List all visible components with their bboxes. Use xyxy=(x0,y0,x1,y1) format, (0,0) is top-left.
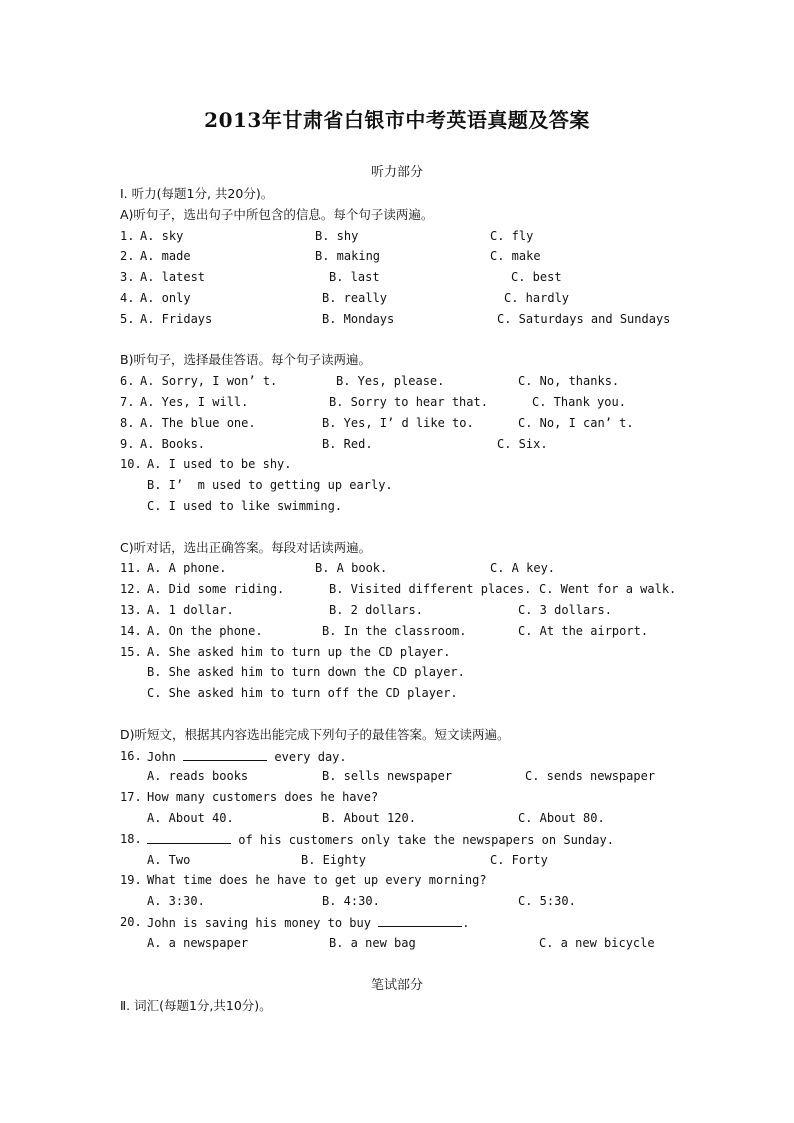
q16-option-b: B. sells newspaper xyxy=(322,769,453,783)
q18-option-b: B. Eighty xyxy=(301,853,367,867)
q8-option-b: B. Yes, I’ d like to. xyxy=(322,416,474,430)
sectionC-instruction: C)听对话，选出正确答案。每段对话读两遍。 xyxy=(120,540,372,555)
q10-option-a: A. I used to be shy. xyxy=(147,457,292,471)
q1-option-b: B. shy xyxy=(315,229,359,243)
q6-option-c: C. No, thanks. xyxy=(518,374,620,388)
q19-stem: What time does he have to get up every morning? xyxy=(147,873,487,887)
part2-heading: Ⅱ. 词汇(每题1分,共10分)。 xyxy=(120,998,272,1013)
q6-number: 6. xyxy=(120,374,135,388)
q1-number: 1. xyxy=(120,229,135,243)
q3-option-b: B. last xyxy=(329,270,380,284)
q12-option-b: B. Visited different places. xyxy=(329,582,532,596)
q9-number: 9. xyxy=(120,437,135,451)
q12-option-c: C. Went for a walk. xyxy=(539,582,677,596)
q7-number: 7. xyxy=(120,395,135,409)
q11-option-b: B. A book. xyxy=(315,561,388,575)
q6-option-b: B. Yes, please. xyxy=(336,374,445,388)
q6-option-a: A. Sorry, I won’ t. xyxy=(140,374,278,388)
sectionB-instruction: B)听句子，选择最佳答语。每个句子读两遍。 xyxy=(120,352,371,367)
q4-option-b: B. really xyxy=(322,291,388,305)
q13-option-b: B. 2 dollars. xyxy=(329,603,423,617)
q20-stem-start: John is saving his money to buy xyxy=(147,916,371,930)
q12-option-a: A. Did some riding. xyxy=(147,582,285,596)
q9-option-c: C. Six. xyxy=(497,437,548,451)
q18-stem xyxy=(147,832,614,847)
q16-stem-start: John xyxy=(147,750,176,764)
q18-number: 18. xyxy=(120,832,142,846)
q9-option-b: B. Red. xyxy=(322,437,373,451)
q1-option-a: A. sky xyxy=(140,229,184,243)
q7-option-a: A. Yes, I will. xyxy=(140,395,249,409)
q17-number: 17. xyxy=(120,790,142,804)
q18-option-c: C. Forty xyxy=(490,853,548,867)
written-section-title: 笔试部分 xyxy=(370,978,423,993)
q4-number: 4. xyxy=(120,291,135,305)
sectionD-instruction: D)听短文，根据其内容选出能完成下列句子的最佳答案。短文读两遍。 xyxy=(120,727,510,742)
q12-number: 12. xyxy=(120,582,142,596)
q11-number: 11. xyxy=(120,561,142,575)
q15-option-c: C. She asked him to turn off the CD player. xyxy=(147,686,458,700)
q16-stem xyxy=(147,749,347,764)
q13-option-c: C. 3 dollars. xyxy=(518,603,612,617)
q19-option-a: A. 3:30. xyxy=(147,894,205,908)
q14-option-b: B. In the classroom. xyxy=(322,624,467,638)
q20-option-b: B. a new bag xyxy=(329,936,416,950)
q8-option-c: C. No, I can’ t. xyxy=(518,416,634,430)
q18-blank xyxy=(147,832,231,844)
q5-option-a: A. Fridays xyxy=(140,312,213,326)
q7-option-c: C. Thank you. xyxy=(532,395,626,409)
q3-option-c: C. best xyxy=(511,270,562,284)
q18-option-a: A. Two xyxy=(147,853,191,867)
q11-option-c: C. A key. xyxy=(490,561,556,575)
q3-option-a: A. latest xyxy=(140,270,206,284)
q8-number: 8. xyxy=(120,416,135,430)
q17-option-a: A. About 40. xyxy=(147,811,234,825)
q15-option-a: A. She asked him to turn up the CD player. xyxy=(147,645,451,659)
q20-stem-end: . xyxy=(462,916,470,930)
q4-option-a: A. only xyxy=(140,291,191,305)
q17-stem: How many customers does he have? xyxy=(147,790,379,804)
q2-option-c: C. make xyxy=(490,249,541,263)
part1-heading: Ⅰ. 听力(每题1分, 共20分)。 xyxy=(120,186,274,201)
q19-option-b: B. 4:30. xyxy=(322,894,380,908)
q14-option-c: C. At the airport. xyxy=(518,624,649,638)
q16-number: 16. xyxy=(120,749,142,763)
q5-number: 5. xyxy=(120,312,135,326)
q10-option-c: C. I used to like swimming. xyxy=(147,499,343,513)
listening-section-title: 听力部分 xyxy=(370,165,423,180)
q18-stem-end: of his customers only take the newspapers on Sunday. xyxy=(238,833,614,847)
q1-option-c: C. fly xyxy=(490,229,534,243)
q14-number: 14. xyxy=(120,624,142,638)
q10-option-b: B. I’ m used to getting up early. xyxy=(147,478,393,492)
q15-option-b: B. She asked him to turn down the CD player. xyxy=(147,665,465,679)
sectionA-instruction: A)听句子，选出句子中所包含的信息。每个句子读两遍。 xyxy=(120,207,434,222)
q14-option-a: A. On the phone. xyxy=(147,624,263,638)
q13-number: 13. xyxy=(120,603,142,617)
q9-option-a: A. Books. xyxy=(140,437,206,451)
q15-number: 15. xyxy=(120,645,142,659)
q7-option-b: B. Sorry to hear that. xyxy=(329,395,488,409)
q20-blank xyxy=(378,915,462,927)
q5-option-c: C. Saturdays and Sundays xyxy=(497,312,671,326)
q10-number: 10. xyxy=(120,457,142,471)
q2-number: 2. xyxy=(120,249,135,263)
q20-option-c: C. a new bicycle xyxy=(539,936,655,950)
q19-number: 19. xyxy=(120,873,142,887)
q8-option-a: A. The blue one. xyxy=(140,416,256,430)
q4-option-c: C. hardly xyxy=(504,291,570,305)
q11-option-a: A. A phone. xyxy=(147,561,227,575)
q2-option-a: A. made xyxy=(140,249,191,263)
q20-number: 20. xyxy=(120,915,142,929)
q20-stem xyxy=(147,915,469,930)
q16-blank xyxy=(183,749,267,761)
q17-option-b: B. About 120. xyxy=(322,811,416,825)
q16-option-c: C. sends newspaper xyxy=(525,769,656,783)
q17-option-c: C. About 80. xyxy=(518,811,605,825)
q16-stem-end: every day. xyxy=(274,750,347,764)
q2-option-b: B. making xyxy=(315,249,381,263)
page-title: 2013年甘肃省白银市中考英语真题及答案 xyxy=(204,108,590,132)
q13-option-a: A. 1 dollar. xyxy=(147,603,234,617)
q3-number: 3. xyxy=(120,270,135,284)
q16-option-a: A. reads books xyxy=(147,769,249,783)
q19-option-c: C. 5:30. xyxy=(518,894,576,908)
q5-option-b: B. Mondays xyxy=(322,312,395,326)
q20-option-a: A. a newspaper xyxy=(147,936,249,950)
